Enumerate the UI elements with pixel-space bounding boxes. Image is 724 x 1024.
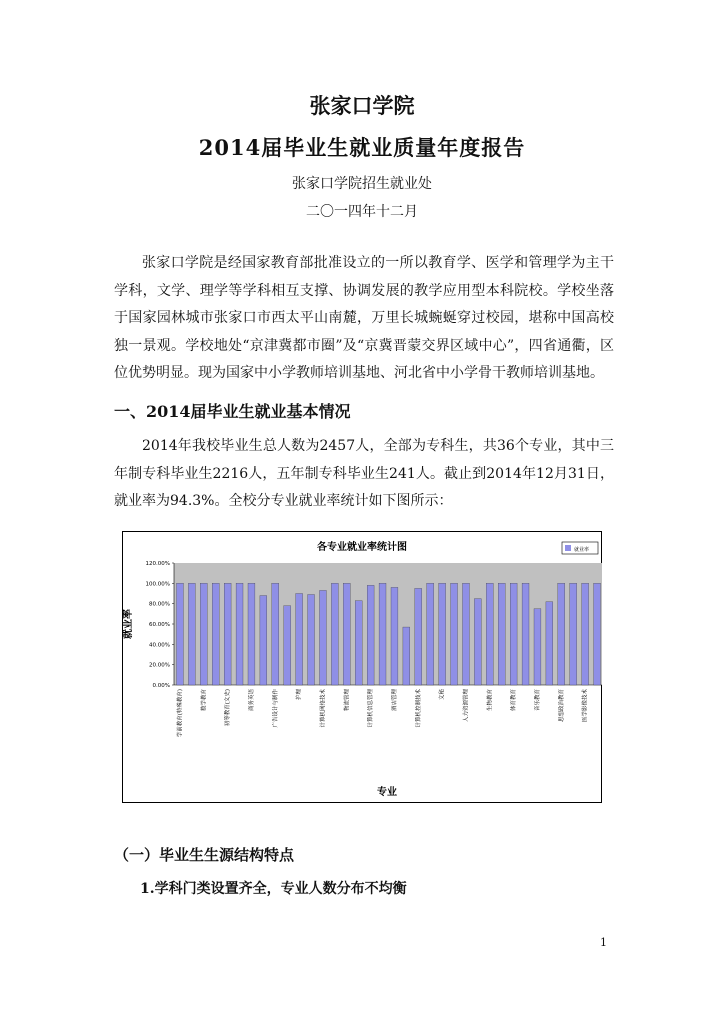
y-tick-label: 80.00% xyxy=(149,601,170,608)
y-tick-label: 60.00% xyxy=(149,622,170,628)
subsection-item: 1.学科门类设置齐全，专业人数分布不均衡 xyxy=(140,881,407,897)
bar xyxy=(451,583,458,685)
x-tick-label: 学前教育(特殊教育) xyxy=(177,689,184,738)
legend-swatch xyxy=(565,545,571,551)
bar xyxy=(212,583,219,685)
x-tick-label: 计算机信息管理 xyxy=(368,689,375,728)
bar xyxy=(272,583,279,685)
x-tick-label: 生物教育 xyxy=(487,689,494,712)
report-date: 二〇一四年十二月 xyxy=(306,204,418,220)
bar xyxy=(439,583,446,685)
bar xyxy=(498,583,505,685)
bar xyxy=(224,583,231,685)
bar xyxy=(284,606,291,685)
legend-label: 就业率 xyxy=(574,547,590,553)
bar xyxy=(331,583,338,685)
intro-paragraph: 张家口学院是经国家教育部批准设立的一所以教育学、医学和管理学为主干学科，文学、理学等学科相互支撑、协调发展的教学应用型本科院校。学校坐落于国家园林城市张家口市西太平山南麓，万里长城蜿蜒穿过校园，堪称中国高校独一景观。学校地处“京津冀都市圈”及“京冀晋蒙交界区域中心”，四省通衢，区位优势明显。现为国家中小学教师培训基地、河北省中小学骨干教师培训基地。 xyxy=(114,255,614,381)
bar xyxy=(415,588,422,685)
bar xyxy=(403,627,410,685)
y-tick-label: 100.00% xyxy=(145,581,170,588)
section-body: 2014年我校毕业生总人数为2457人，全部为专科生，共36个专业，其中三年制专科毕业生2216人，五年制专科毕业生241人。截止到2014年12月31日，就业率为94.3%。全校分专业就业率统计如下图所示： xyxy=(114,438,614,509)
x-tick-label: 物流管理 xyxy=(344,689,351,712)
bar xyxy=(594,583,601,685)
bar xyxy=(355,601,362,685)
y-axis-title: 就业率 xyxy=(123,609,134,639)
x-tick-label: 人力资源管理 xyxy=(463,689,470,723)
bar xyxy=(367,585,374,685)
chart-legend xyxy=(562,542,598,554)
bar xyxy=(236,583,243,685)
bar xyxy=(296,594,303,686)
x-tick-label: 广告设计与制作 xyxy=(272,689,279,728)
bar xyxy=(510,583,517,685)
bar xyxy=(248,583,255,685)
bar xyxy=(570,583,577,685)
issuer: 张家口学院招生就业处 xyxy=(292,176,432,192)
page-number: 1 xyxy=(600,936,607,949)
bar xyxy=(320,590,327,685)
x-tick-label: 数学教育 xyxy=(201,689,208,712)
bar xyxy=(177,583,184,685)
bar xyxy=(534,609,541,685)
bar xyxy=(427,583,434,685)
bar xyxy=(546,602,553,685)
x-tick-label: 商务英语 xyxy=(248,689,255,712)
x-tick-label: 体育教育 xyxy=(511,689,518,712)
x-tick-label: 计算机控制技术 xyxy=(415,689,422,728)
bar xyxy=(379,583,386,685)
subsection-heading: （一）毕业生生源结构特点 xyxy=(114,846,295,864)
bar xyxy=(188,583,195,685)
bar xyxy=(582,583,589,685)
bar xyxy=(474,599,481,685)
x-tick-label: 音乐教育 xyxy=(534,689,541,712)
x-tick-label: 医学影像技术 xyxy=(582,689,589,723)
x-tick-label: 初等教育(文史) xyxy=(225,689,232,727)
report-title: 2014届毕业生就业质量年度报告 xyxy=(198,135,526,160)
bar xyxy=(463,583,470,685)
bar xyxy=(558,583,565,685)
section-heading: 一、2014届毕业生就业基本情况 xyxy=(114,402,351,421)
bar xyxy=(391,587,398,685)
x-tick-label: 酒店管理 xyxy=(391,689,398,712)
y-tick-label: 20.00% xyxy=(149,662,170,669)
employment-rate-chart xyxy=(122,531,602,803)
y-tick-label: 120.00% xyxy=(145,561,170,567)
y-tick-label: 40.00% xyxy=(149,642,170,649)
x-tick-label: 护理 xyxy=(296,689,303,701)
chart-title: 各专业就业率统计图 xyxy=(317,542,407,553)
bar xyxy=(486,583,493,685)
x-tick-label: 计算机网络技术 xyxy=(320,689,327,728)
y-tick-label: 0.00% xyxy=(152,683,170,689)
bar xyxy=(522,583,529,685)
bar xyxy=(343,583,350,685)
document-title: 张家口学院 xyxy=(309,93,415,118)
bar xyxy=(260,596,267,685)
x-axis-title: 专业 xyxy=(377,787,397,798)
bar xyxy=(200,583,207,685)
x-tick-label: 文秘 xyxy=(439,689,446,701)
bar xyxy=(308,595,315,685)
x-tick-label: 思想政治教育 xyxy=(558,689,565,723)
